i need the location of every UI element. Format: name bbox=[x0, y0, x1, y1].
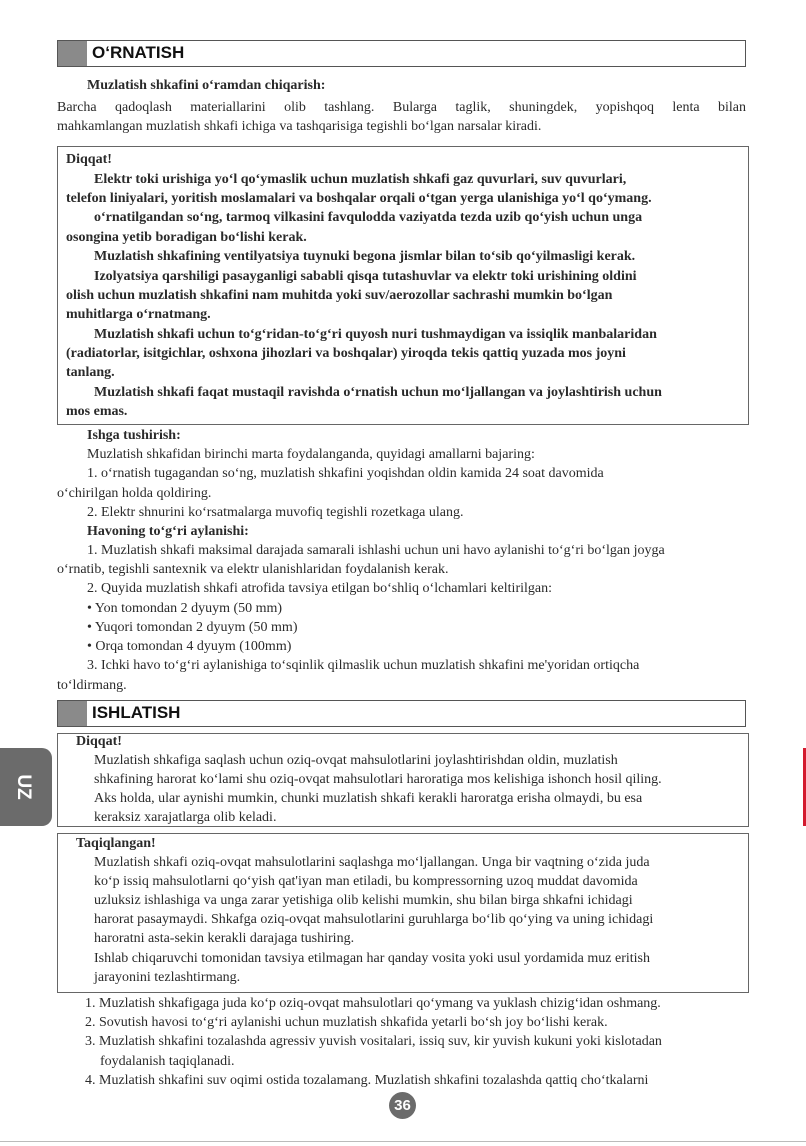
airflow-line: 1. Muzlatish shkafi maksimal darajada samarali ishlashi uchun uni havo aylanishi to‘g‘ri bo‘lgan joyga bbox=[87, 543, 665, 558]
attention-line: Aks holda, ular aynishi mumkin, chunki muzlatish shkafi kerakli haroratga erisha olmaydi, bu esa bbox=[94, 791, 643, 806]
attention-line: Izolyatsiya qarshiligi pasayganligi sababli qisqa tutashuvlar va elektr toki urishining oldini bbox=[94, 269, 637, 284]
attention-line: Muzlatish shkafi faqat mustaqil ravishda o‘rnatish uchun mo‘ljallangan va joylashtirish uchun bbox=[94, 385, 662, 400]
prohibited-line: haroratni asta-sekin kerakli darajaga tushiring. bbox=[94, 931, 355, 946]
attention-line: o‘rnatilgandan so‘ng, tarmoq vilkasini favqulodda vaziyatda tezda uzib qo‘yish uchun unga bbox=[94, 210, 643, 225]
attention-line: osongina yetib boradigan bo‘lishi kerak. bbox=[66, 230, 307, 245]
attention-title: Diqqat! bbox=[66, 152, 112, 167]
airflow-line: • Orqa tomondan 4 dyuym (100mm) bbox=[87, 639, 292, 654]
list-item: foydalanish taqiqlanadi. bbox=[100, 1054, 235, 1069]
attention-line: Muzlatish shkafiga saqlash uchun oziq-ovqat mahsulotlarini joylashtirishdan oldin, muzlatish bbox=[94, 753, 618, 768]
airflow-line: 2. Quyida muzlatish shkafi atrofida tavsiya etilgan bo‘shliq o‘lchamlari keltirilgan: bbox=[87, 581, 552, 596]
attention-line: keraksiz xarajatlarga olib keladi. bbox=[94, 810, 277, 825]
list-item: 2. Sovutish havosi to‘g‘ri aylanishi uchun muzlatish shkafida yetarli bo‘sh joy bo‘lishi kerak. bbox=[85, 1015, 608, 1030]
airflow-line: • Yon tomondan 2 dyuym (50 mm) bbox=[87, 601, 283, 616]
attention-title: Diqqat! bbox=[76, 734, 122, 749]
prohibited-title: Taqiqlangan! bbox=[76, 836, 156, 851]
prohibited-line: uzluksiz ishlashiga va unga zarar yetishiga olib kelishi mumkin, shu bilan birga shkafni ichidagi bbox=[94, 893, 633, 908]
prohibited-line: harorat pasaymaydi. Shkafga oziq-ovqat mahsulotlarini guruhlarga bo‘lib qo‘ying va uning ichidagi bbox=[94, 912, 654, 927]
attention-line: Muzlatish shkafi uchun to‘g‘ridan-to‘g‘ri quyosh nuri tushmaydigan va issiqlik manbalaridan bbox=[94, 327, 657, 342]
section-title: ISHLATISH bbox=[92, 703, 181, 722]
heading-bar bbox=[58, 701, 87, 726]
section-heading-installation bbox=[57, 40, 746, 67]
startup-line: o‘chirilgan holda qoldiring. bbox=[57, 486, 212, 501]
airflow-line: o‘rnatib, tegishli santexnik va elektr ulanishlaridan foydalanish kerak. bbox=[57, 562, 449, 577]
prohibited-line: jarayonini tezlashtirmang. bbox=[94, 970, 241, 985]
unpack-heading: Muzlatish shkafini o‘ramdan chiqarish: bbox=[87, 78, 326, 93]
unpack-text-line: mahkamlangan muzlatish shkafi ichiga va tashqarisiga tegishli bo‘lgan narsalar kiradi. bbox=[57, 119, 542, 134]
attention-line: olish uchun muzlatish shkafini nam muhitda yoki suv/aerozollar sachrashi mumkin bo‘lgan bbox=[66, 288, 613, 303]
bottom-divider bbox=[0, 1141, 806, 1142]
startup-line: 2. Elektr shnurini ko‘rsatmalarga muvofiq tegishli rozetkaga ulang. bbox=[87, 505, 464, 520]
prohibited-line: Ishlab chiqaruvchi tomonidan tavsiya etilmagan har qanday vosita yoki usul yordamida muz eritish bbox=[94, 951, 650, 966]
startup-heading: Ishga tushirish: bbox=[87, 428, 181, 443]
attention-line: Muzlatish shkafining ventilyatsiya tuynuki begona jismlar bilan to‘sib qo‘yilmasligi kerak. bbox=[94, 249, 636, 264]
airflow-line: • Yuqori tomondan 2 dyuym (50 mm) bbox=[87, 620, 298, 635]
language-tab bbox=[0, 748, 52, 826]
prohibited-line: ko‘p issiq mahsulotlarni qo‘yish qat'iyan man etiladi, bu kompressorning uzoq muddat davomida bbox=[94, 874, 638, 889]
airflow-heading: Havoning to‘g‘ri aylanishi: bbox=[87, 524, 249, 539]
page-number: 36 bbox=[389, 1092, 416, 1119]
language-tab-label: UZ bbox=[13, 774, 34, 800]
unpack-text-line: Barcha qadoqlash materiallarini olib tashlang. Bulargа taglik, shuningdek, yopishqoq lenta bilan bbox=[57, 100, 746, 115]
attention-line: telefon liniyalari, yoritish moslamalari va boshqalar orqali o‘tgan yerga ulanishiga yo‘l qo‘ymang. bbox=[66, 191, 652, 206]
heading-bar bbox=[58, 41, 87, 66]
startup-line: Muzlatish shkafidan birinchi marta foydalanganda, quyidagi amallarni bajaring: bbox=[87, 447, 535, 462]
prohibited-line: Muzlatish shkafi oziq-ovqat mahsulotlarini saqlashga mo‘ljallangan. Unga bir vaqtning o‘zida juda bbox=[94, 855, 650, 870]
startup-line: 1. o‘rnatish tugagandan so‘ng, muzlatish shkafini yoqishdan oldin kamida 24 soat davomida bbox=[87, 466, 604, 481]
attention-line: muhitlarga o‘rnatmang. bbox=[66, 307, 211, 322]
attention-line: tanlang. bbox=[66, 365, 115, 380]
attention-line: Elektr toki urishiga yo‘l qo‘ymaslik uchun muzlatish shkafi gaz quvurlari, suv quvurlari, bbox=[94, 172, 627, 187]
airflow-line: to‘ldirmang. bbox=[57, 678, 127, 693]
attention-line: mos emas. bbox=[66, 404, 128, 419]
airflow-line: 3. Ichki havo to‘g‘ri aylanishiga to‘sqinlik qilmaslik uchun muzlatish shkafini me'yoridan ortiqcha bbox=[87, 658, 640, 673]
section-heading-operation bbox=[57, 700, 746, 727]
section-title: O‘RNATISH bbox=[92, 43, 185, 62]
list-item: 3. Muzlatish shkafini tozalashda agressiv yuvish vositalari, issiq suv, kir yuvish kukuni yoki kislotadan bbox=[85, 1034, 662, 1049]
attention-line: shkafining harorat ko‘lami shu oziq-ovqat mahsulotlari haroratiga mos kelishiga ishonch hosil qiling. bbox=[94, 772, 662, 787]
attention-line: (radiatorlar, isitgichlar, oshxona jihozlari va boshqalar) yiroqda tekis qattiq yuzada mos joyni bbox=[66, 346, 626, 361]
list-item: 4. Muzlatish shkafini suv oqimi ostida tozalamang. Muzlatish shkafini tozalashda qattiq cho‘tkalarni bbox=[85, 1073, 649, 1088]
list-item: 1. Muzlatish shkafigaga juda ko‘p oziq-ovqat mahsulotlari qo‘ymang va yuklash chizig‘idan oshmang. bbox=[85, 996, 661, 1011]
